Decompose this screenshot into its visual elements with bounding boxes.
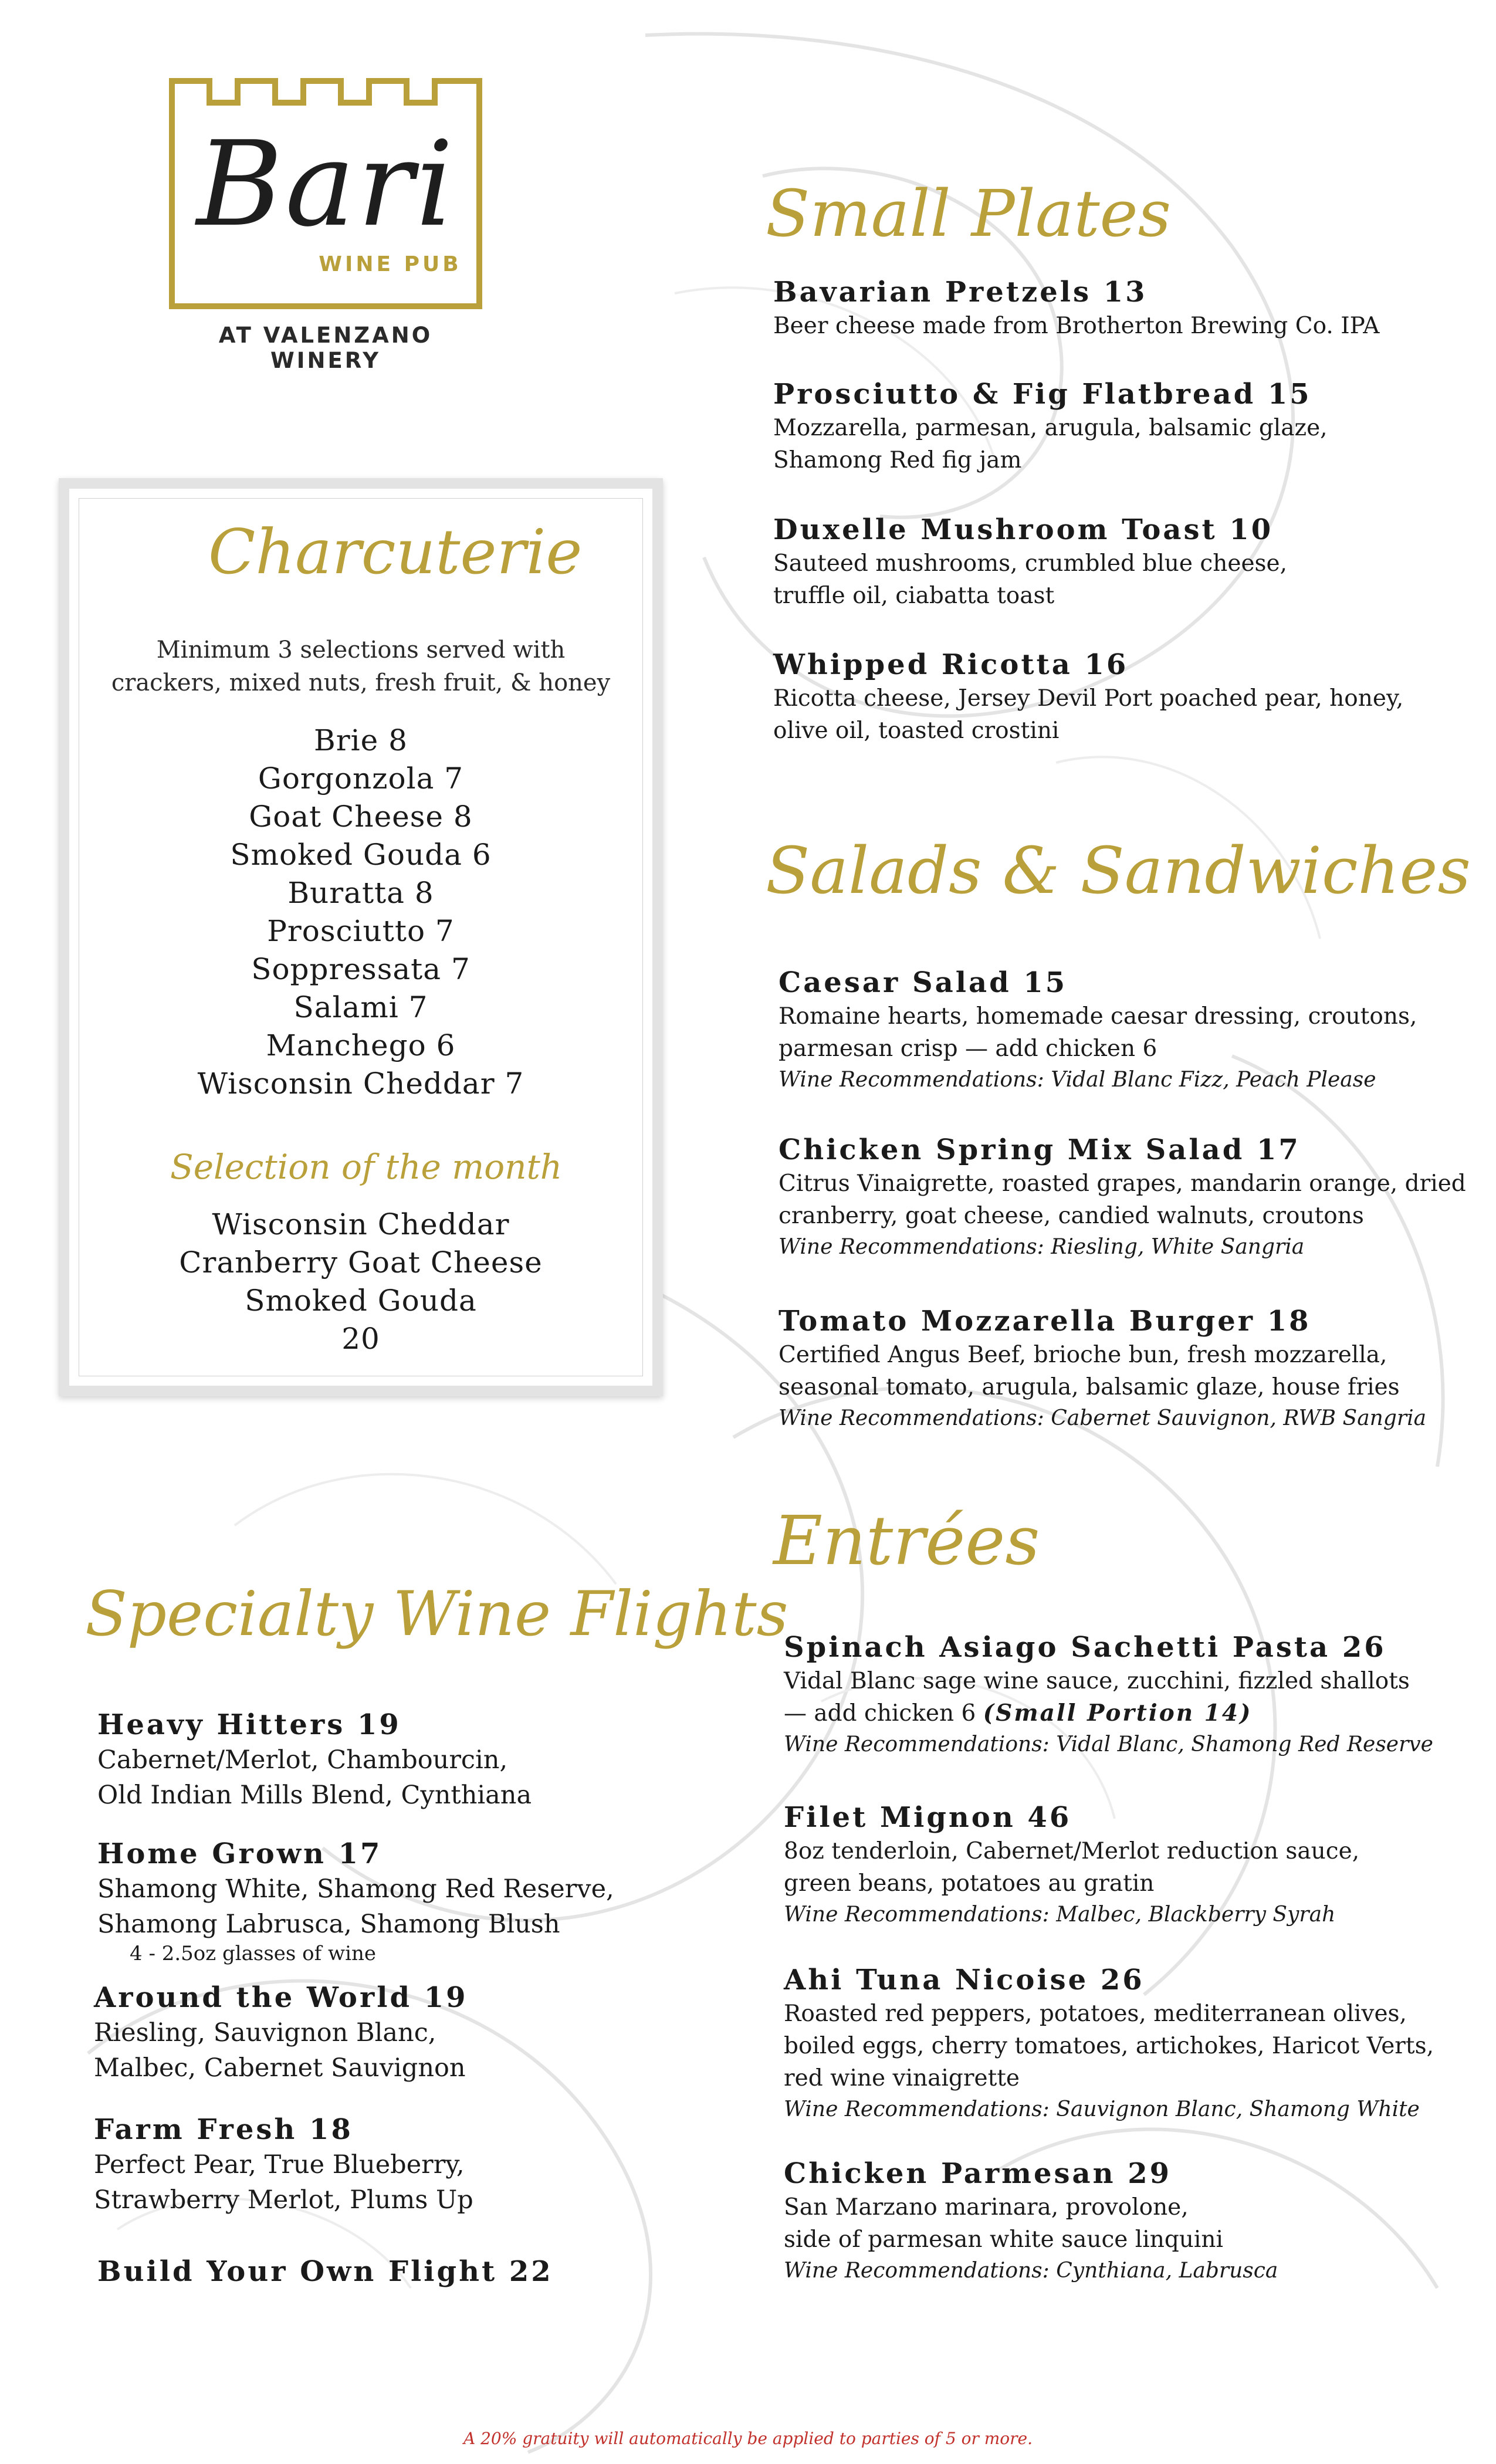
- item-desc: truffle oil, ciabatta toast: [773, 583, 1055, 609]
- item-name: Chicken Spring Mix Salad 17: [779, 1133, 1301, 1166]
- item-desc: [784, 1697, 1433, 1729]
- cheese-list: [59, 722, 663, 1103]
- item-desc: Citrus Vinaigrette, roasted grapes, mandarin orange, dried: [779, 1170, 1466, 1197]
- item-desc: green beans, potatoes au gratin: [784, 1870, 1155, 1897]
- flight-note: 4 - 2.5oz glasses of wine: [130, 1942, 377, 1965]
- salads-sandwiches-title: Salads & Sandwiches: [766, 833, 1471, 908]
- menu-item: [784, 2156, 1278, 2286]
- wine-recommendation: Wine Recommendations: Sauvignon Blanc, Shamong White: [784, 2097, 1420, 2121]
- item-desc: Ricotta cheese, Jersey Devil Port poached pear, honey,: [773, 685, 1404, 712]
- selection-of-month-title: Selection of the month: [170, 1147, 563, 1187]
- item-name: Whipped Ricotta 16: [773, 648, 1129, 681]
- item-name: Home Grown 17: [97, 1837, 383, 1870]
- entrees-title: Entrées: [773, 1502, 1040, 1580]
- list-item: Brie 8: [314, 723, 408, 757]
- item-name: Bavarian Pretzels 13: [773, 276, 1148, 309]
- small-plates-title: Small Plates: [766, 176, 1172, 251]
- menu-item: [779, 1132, 1466, 1263]
- list-item: Goat Cheese 8: [249, 800, 473, 834]
- item-desc-text: — add chicken 6: [784, 1700, 983, 1727]
- item-desc: Romaine hearts, homemade caesar dressing, croutons,: [779, 1003, 1417, 1030]
- menu-item: [773, 377, 1328, 476]
- item-desc: Old Indian Mills Blend, Cynthiana: [97, 1781, 532, 1810]
- list-item: Soppressata 7: [251, 952, 471, 986]
- wine-recommendation: Wine Recommendations: Malbec, Blackberry Syrah: [784, 1903, 1336, 1927]
- menu-item: [784, 1962, 1434, 2125]
- wine-recommendation: Wine Recommendations: Cynthiana, Labrusca: [784, 2259, 1278, 2283]
- list-item: Prosciutto 7: [267, 914, 455, 948]
- item-desc: Perfect Pear, True Blueberry,: [94, 2150, 465, 2179]
- item-name: Filet Mignon 46: [784, 1801, 1072, 1834]
- item-desc: Mozzarella, parmesan, arugula, balsamic glaze,: [773, 415, 1328, 441]
- item-desc: Certified Angus Beef, brioche bun, fresh mozzarella,: [779, 1342, 1387, 1368]
- flight-item: [97, 1836, 614, 1965]
- list-item: Wisconsin Cheddar: [212, 1207, 510, 1241]
- charcuterie-note-line: crackers, mixed nuts, fresh fruit, & honey: [111, 669, 611, 696]
- item-desc: Vidal Blanc sage wine sauce, zucchini, fizzled shallots: [784, 1668, 1410, 1694]
- item-name: Chicken Parmesan 29: [784, 2157, 1172, 2190]
- item-desc: side of parmesan white sauce linquini: [784, 2226, 1223, 2253]
- flight-item: [94, 2112, 473, 2218]
- wine-recommendation: Wine Recommendations: Vidal Blanc, Shamong Red Reserve: [784, 1732, 1433, 1756]
- item-desc: Shamong White, Shamong Red Reserve,: [97, 1874, 614, 1904]
- flight-item: [94, 1980, 468, 2086]
- charcuterie-note: [59, 634, 663, 699]
- item-desc: San Marzano marinara, provolone,: [784, 2194, 1189, 2221]
- item-desc: 8oz tenderloin, Cabernet/Merlot reduction sauce,: [784, 1838, 1360, 1864]
- flight-item: [97, 1707, 532, 1813]
- menu-item: [773, 275, 1379, 342]
- item-desc: boiled eggs, cherry tomatoes, artichokes, Haricot Verts,: [784, 2033, 1434, 2059]
- menu-item: [779, 965, 1417, 1095]
- brand-tagline: AT VALENZANO WINERY: [218, 323, 433, 373]
- charcuterie-title: Charcuterie: [208, 516, 583, 588]
- item-desc: Sauteed mushrooms, crumbled blue cheese,: [773, 550, 1288, 577]
- item-name: Caesar Salad 15: [779, 966, 1068, 999]
- item-desc: Strawberry Merlot, Plums Up: [94, 2185, 473, 2215]
- brand-subtitle: WINE PUB: [319, 252, 462, 276]
- gratuity-footer: A 20% gratuity will automatically be applied to parties of 5 or more.: [463, 2429, 1033, 2448]
- item-desc: red wine vinaigrette: [784, 2065, 1020, 2091]
- list-item: 20: [341, 1322, 380, 1356]
- item-name: Farm Fresh 18: [94, 2113, 353, 2146]
- brand-name: Bari: [197, 116, 456, 253]
- wine-recommendation: Wine Recommendations: Riesling, White Sangria: [779, 1235, 1305, 1259]
- item-desc: Shamong Red fig jam: [773, 447, 1022, 473]
- wine-flights-title: Specialty Wine Flights: [85, 1578, 788, 1650]
- menu-item: [779, 1304, 1426, 1434]
- list-item: Salami 7: [293, 990, 428, 1024]
- menu-item: [773, 647, 1403, 747]
- small-portion-label: (Small Portion 14): [983, 1700, 1253, 1727]
- wine-recommendation: Wine Recommendations: Cabernet Sauvignon, RWB Sangria: [779, 1406, 1427, 1430]
- item-desc: seasonal tomato, arugula, balsamic glaze, house fries: [779, 1374, 1400, 1400]
- menu-item: [784, 1800, 1359, 1930]
- wine-recommendation: Wine Recommendations: Vidal Blanc Fizz, Peach Please: [779, 1068, 1376, 1092]
- list-item: Smoked Gouda: [245, 1284, 477, 1318]
- item-desc: Malbec, Cabernet Sauvignon: [94, 2053, 466, 2083]
- selection-of-month-list: [59, 1206, 663, 1358]
- list-item: Manchego 6: [266, 1028, 456, 1062]
- menu-item: [784, 1630, 1433, 1760]
- charcuterie-note-line: Minimum 3 selections served with: [156, 637, 566, 664]
- item-desc: Riesling, Sauvignon Blanc,: [94, 2018, 436, 2047]
- flight-item: [97, 2254, 553, 2289]
- item-desc: olive oil, toasted crostini: [773, 717, 1060, 744]
- list-item: Cranberry Goat Cheese: [179, 1245, 543, 1280]
- item-desc: Roasted red peppers, potatoes, mediterranean olives,: [784, 2001, 1407, 2027]
- item-desc: Shamong Labrusca, Shamong Blush: [97, 1910, 560, 1939]
- list-item: Gorgonzola 7: [258, 761, 464, 796]
- brand-logo: [161, 76, 490, 373]
- list-item: Wisconsin Cheddar 7: [197, 1067, 524, 1101]
- list-item: Smoked Gouda 6: [230, 838, 492, 872]
- item-name: Heavy Hitters 19: [97, 1708, 401, 1741]
- item-name: Spinach Asiago Sachetti Pasta 26: [784, 1631, 1386, 1664]
- list-item: Buratta 8: [287, 876, 434, 910]
- item-name: Duxelle Mushroom Toast 10: [773, 513, 1274, 546]
- menu-item: [773, 512, 1287, 612]
- item-name: Tomato Mozzarella Burger 18: [779, 1305, 1311, 1338]
- item-name: Ahi Tuna Nicoise 26: [784, 1964, 1145, 1996]
- item-desc: Cabernet/Merlot, Chambourcin,: [97, 1745, 508, 1775]
- item-name: Prosciutto & Fig Flatbread 15: [773, 378, 1312, 411]
- item-name: Around the World 19: [94, 1981, 468, 2014]
- item-name: Build Your Own Flight 22: [97, 2255, 553, 2288]
- item-desc: parmesan crisp — add chicken 6: [779, 1035, 1157, 1062]
- item-desc: Beer cheese made from Brotherton Brewing Co. IPA: [773, 313, 1380, 339]
- item-desc: cranberry, goat cheese, candied walnuts, croutons: [779, 1203, 1364, 1229]
